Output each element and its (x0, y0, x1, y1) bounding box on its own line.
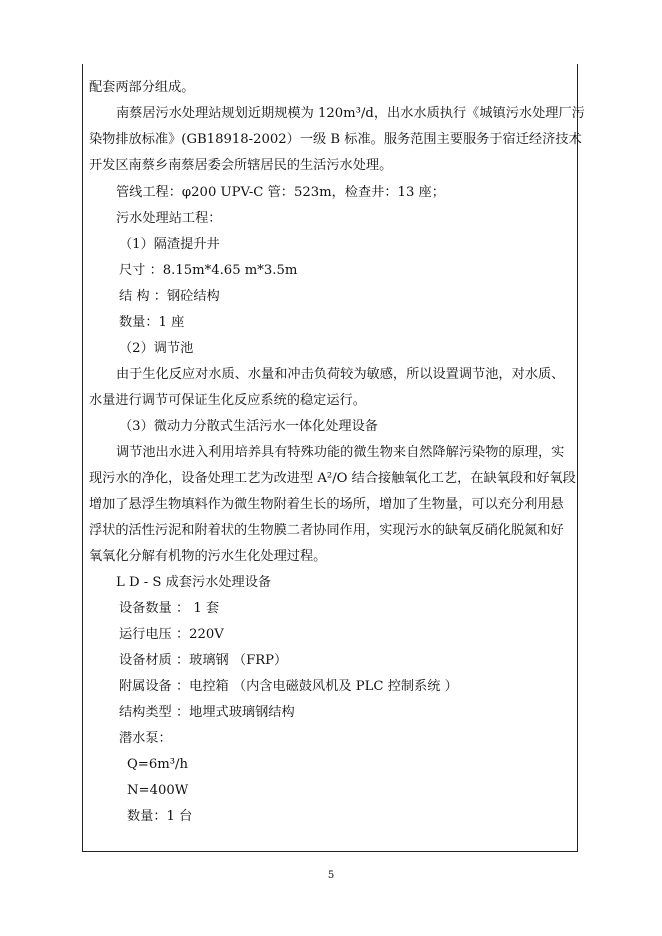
text-line: 水量进行调节可保证生化反应系统的稳定运行。 (89, 393, 366, 408)
text-line: 配套两部分组成。 (89, 80, 195, 95)
text-line: 结 构 ：钢砼结构 (119, 289, 220, 304)
content-frame (82, 64, 585, 852)
text-line: 浮状的活性污泥和附着状的生物膜二者协同作用，实现污水的缺氧反硝化脱氮和好 (89, 523, 564, 538)
text-line: 尺寸 ：8.15m*4.65 m*3.5m (119, 263, 298, 278)
text-line: （2）调节池 (119, 341, 194, 356)
text-line: 设备数量 ： 1 套 (119, 601, 220, 616)
text-line: 南蔡居污水处理站规划近期规模为 120m³/d，出水水质执行《城镇污水处理厂污 (116, 106, 585, 121)
text-line: 结构类型 ：地埋式玻璃钢结构 (119, 705, 295, 720)
text-line: 数量：1 台 (127, 809, 193, 824)
text-line: 数量：1 座 (119, 315, 185, 330)
text-line: 增加了悬浮生物填料作为微生物附着生长的场所，增加了生物量，可以充分利用悬 (89, 497, 564, 512)
text-line: 现污水的净化，设备处理工艺为改进型 A²/O 结合接触氧化工艺，在缺氧段和好氧段 (89, 471, 576, 486)
text-line: 由于生化反应对水质、水量和冲击负荷较为敏感，所以设置调节池，对水质、 (116, 367, 565, 382)
text-line: 污水处理站工程： (116, 211, 222, 226)
text-line: （3）微动力分散式生活污水一体化处理设备 (119, 419, 378, 434)
text-line: N=400W (127, 783, 189, 798)
text-line: 管线工程：φ200 UPV-C 管：523m，检查井：13 座； (116, 185, 445, 200)
text-line: （1）隔渣提升井 (119, 237, 220, 252)
text-line: 染物排放标准》(GB18918-2002）一级 B 标准。服务范围主要服务于宿迁经济技术 (89, 132, 582, 147)
text-line: 设备材质 ：玻璃钢 （FRP） (119, 653, 288, 668)
text-line: L D - S 成套污水处理设备 (116, 575, 272, 590)
text-line: 氧氧化分解有机物的污水生化处理过程。 (89, 549, 327, 564)
text-line: Q=6m³/h (127, 757, 188, 772)
text-line: 潜水泵： (119, 731, 172, 746)
text-line: 开发区南蔡乡南蔡居委会所辖居民的生活污水处理。 (89, 158, 393, 173)
text-line: 附属设备 ：电控箱 （内含电磁鼓风机及 PLC 控制系统 ） (119, 679, 458, 694)
page-number: 5 (327, 870, 335, 881)
text-line: 运行电压 ：220V (119, 627, 224, 642)
text-line: 调节池出水进入利用培养具有特殊功能的微生物来自然降解污染物的原理，实 (116, 445, 565, 460)
